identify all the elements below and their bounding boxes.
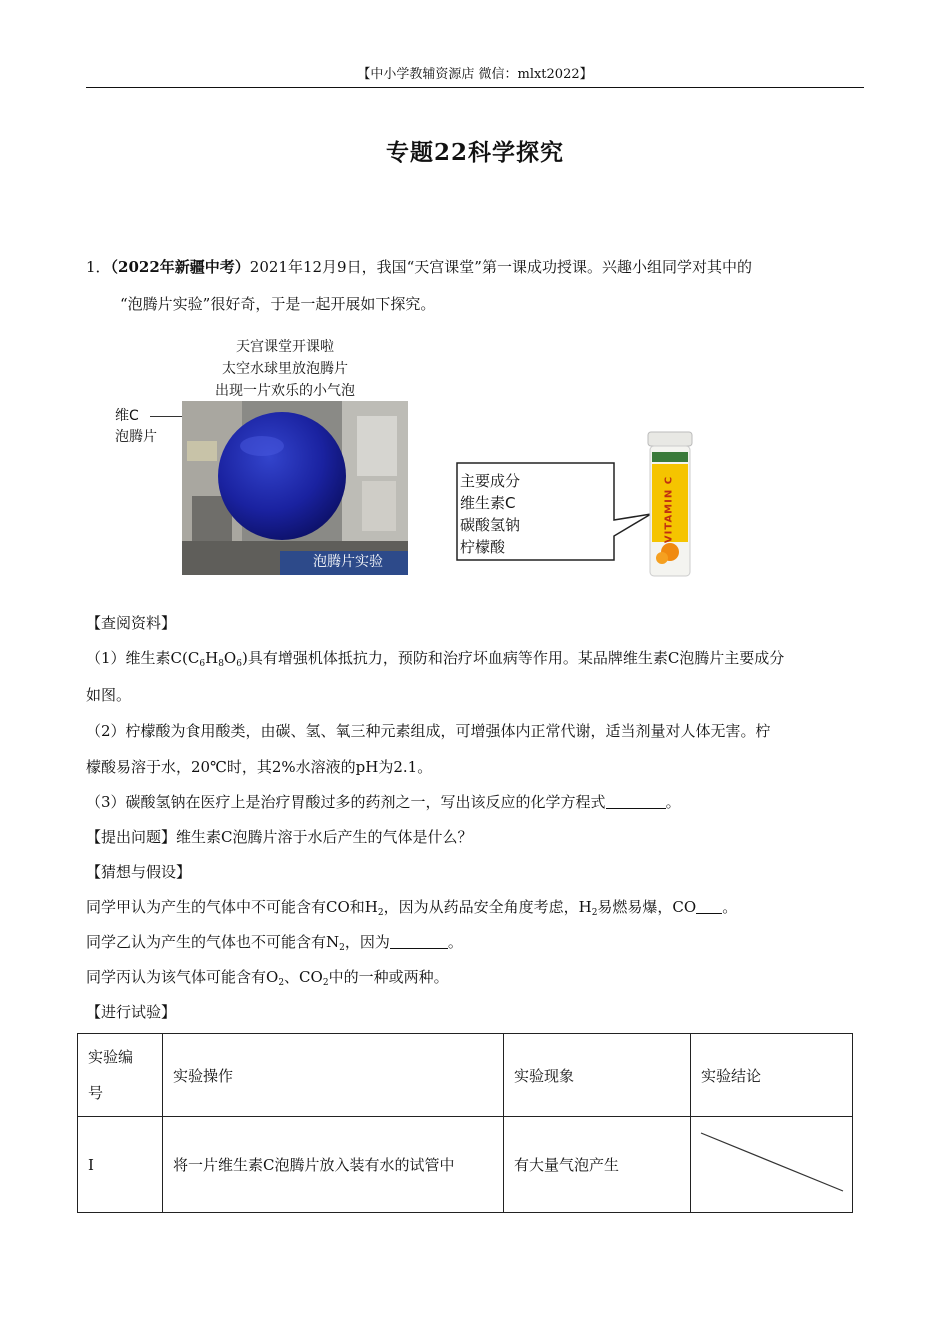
table-row bbox=[78, 1117, 853, 1213]
answer-blank-n2[interactable] bbox=[390, 934, 448, 949]
yi-line: 同学乙认为产生的气体也不可能含有$N_2$，因为 。 bbox=[86, 933, 463, 953]
answer-blank-equation[interactable] bbox=[606, 794, 666, 809]
bing-line: 同学丙认为该气体可能含有$O_2$、$CO_2$中的一种或两种。 bbox=[86, 968, 449, 988]
experiment-table bbox=[77, 1033, 853, 1213]
lookup-heading: 【查阅资料】 bbox=[86, 614, 177, 632]
cell-operation: 将一片维生素C泡腾片放入装有水的试管中 bbox=[163, 1117, 504, 1213]
pointer-label-1: 维C bbox=[115, 408, 139, 424]
header-rule bbox=[86, 87, 864, 88]
page-header: 【中小学教辅资源店 微信：mlxt2022】 bbox=[357, 67, 593, 82]
pointer-label-2: 泡腾片 bbox=[115, 429, 157, 445]
cell-conclusion[interactable] bbox=[691, 1117, 853, 1213]
header-cell-phenomenon: 实验现象 bbox=[504, 1034, 691, 1117]
header-cell-operation: 实验操作 bbox=[163, 1034, 504, 1117]
figure-caption-3: 出现一片欢乐的小气泡 bbox=[215, 383, 355, 399]
question-source: （2022年新疆中考） bbox=[110, 258, 250, 276]
experiment-heading: 【进行试验】 bbox=[86, 1003, 177, 1021]
figure-caption-2: 太空水球里放泡腾片 bbox=[222, 361, 348, 377]
answer-blank-co[interactable] bbox=[696, 899, 722, 914]
tube-label: VITAMIN C bbox=[663, 475, 675, 544]
callout-line-4: 柠檬酸 bbox=[460, 538, 506, 556]
hypothesis-heading: 【猜想与假设】 bbox=[86, 863, 192, 881]
question-number: 1． bbox=[86, 258, 111, 276]
cell-phenomenon: 有大量气泡产生 bbox=[504, 1117, 691, 1213]
header-cell-conclusion: 实验结论 bbox=[691, 1034, 853, 1117]
table-header-row bbox=[78, 1034, 853, 1117]
question-text-1: 2021年12月9日，我国“天宫课堂”第一课成功授课。兴趣小组同学对其中的 bbox=[249, 258, 752, 276]
header-cell-id: 实验编 号 bbox=[78, 1034, 163, 1117]
item2-line1: （2）柠檬酸为食用酸类，由碳、氢、氧三种元素组成，可增强体内正常代谢，适当剂量对人体无害。柠 bbox=[86, 722, 771, 740]
callout-line-1: 主要成分 bbox=[460, 472, 521, 490]
callout-line-2: 维生素C bbox=[460, 494, 516, 512]
strike-diagonal bbox=[691, 1117, 853, 1212]
item1-line2: 如图。 bbox=[86, 686, 132, 704]
question-line-1 bbox=[86, 256, 752, 278]
cell-id: I bbox=[78, 1117, 163, 1213]
page-title: 专题22科学探究 bbox=[385, 139, 564, 166]
question-line-2: “泡腾片实验”很好奇，于是一起开展如下探究。 bbox=[120, 295, 436, 313]
jia-line: 同学甲认为产生的气体中不可能含有CO和$H_2$，因为从药品安全角度考虑，$H_2$易燃易爆，CO 。 bbox=[86, 898, 738, 918]
problem-line: 【提出问题】维生素C泡腾片溶于水后产生的气体是什么？ bbox=[86, 828, 473, 846]
item1-line1: （1）维生素$C(C_6H_8O_6)$具有增强机体抵抗力，预防和治疗坏血病等作用。某品牌维生素C泡腾片主要成分 bbox=[86, 649, 785, 669]
callout-line-3: 碳酸氢钠 bbox=[460, 516, 521, 534]
figure-caption-1: 天宫课堂开课啦 bbox=[236, 339, 334, 355]
item2-line2: 檬酸易溶于水，20℃时，其2%水溶液的pH为2.1。 bbox=[86, 758, 433, 776]
experiment-photo bbox=[182, 401, 408, 575]
item3-line: （3）碳酸氢钠在医疗上是治疗胃酸过多的药剂之一，写出该反应的化学方程式 。 bbox=[86, 793, 681, 811]
photo-banner: 泡腾片实验 bbox=[313, 554, 383, 570]
